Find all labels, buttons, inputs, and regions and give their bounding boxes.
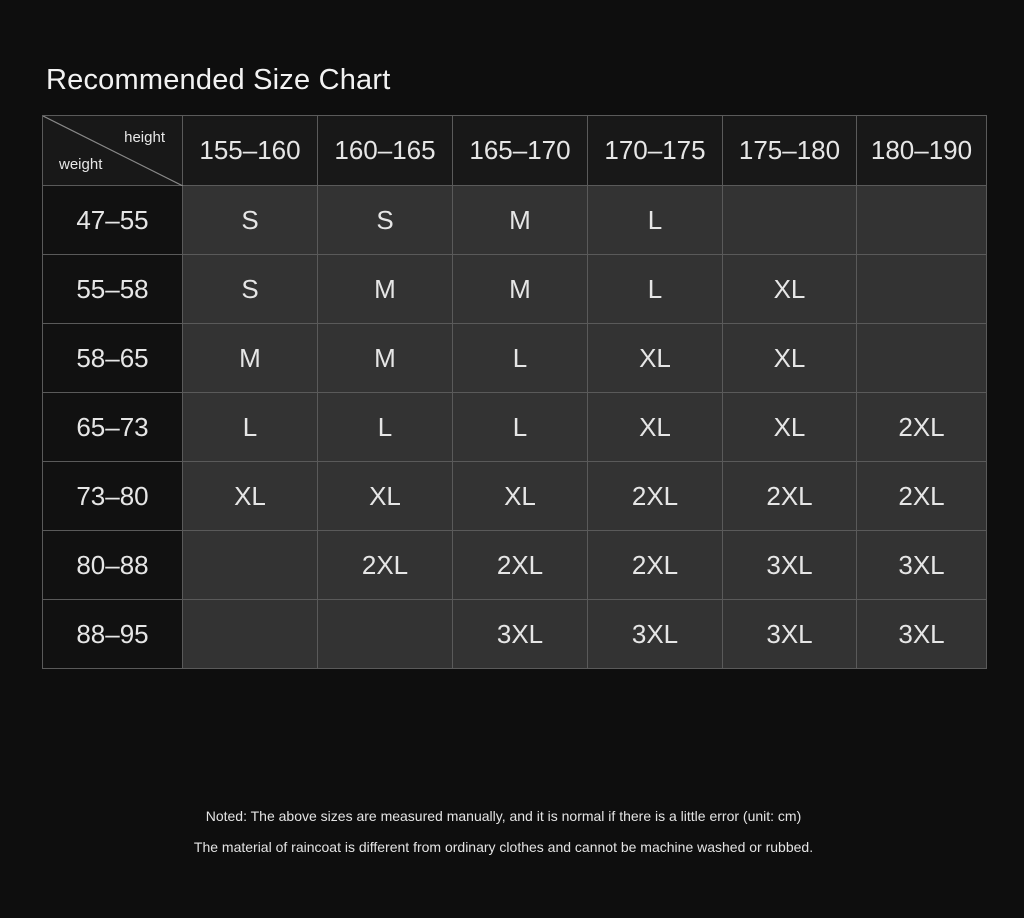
weight-axis-label: weight	[59, 156, 103, 173]
size-cell: L	[453, 393, 588, 462]
height-header: 170–175	[588, 116, 723, 186]
size-cell: XL	[588, 393, 723, 462]
size-cell	[857, 255, 987, 324]
weight-header: 55–58	[43, 255, 183, 324]
size-cell: 3XL	[723, 600, 857, 669]
weight-header: 80–88	[43, 531, 183, 600]
size-cell: 2XL	[588, 531, 723, 600]
size-cell: L	[588, 255, 723, 324]
height-header: 175–180	[723, 116, 857, 186]
size-cell: XL	[183, 462, 318, 531]
size-cell	[183, 531, 318, 600]
size-cell: XL	[723, 393, 857, 462]
height-header: 165–170	[453, 116, 588, 186]
chart-title: Recommended Size Chart	[46, 64, 391, 96]
size-cell: M	[318, 255, 453, 324]
size-cell: XL	[723, 324, 857, 393]
size-cell: L	[183, 393, 318, 462]
size-cell: 3XL	[588, 600, 723, 669]
weight-header: 73–80	[43, 462, 183, 531]
diagonal-divider	[43, 116, 183, 186]
corner-cell	[43, 116, 183, 186]
size-cell: S	[183, 255, 318, 324]
table-row	[43, 324, 987, 393]
size-cell: 2XL	[588, 462, 723, 531]
height-header: 155–160	[183, 116, 318, 186]
weight-header: 58–65	[43, 324, 183, 393]
size-cell: L	[588, 186, 723, 255]
size-cell: XL	[318, 462, 453, 531]
table-row	[43, 186, 987, 255]
size-cell: 3XL	[453, 600, 588, 669]
size-cell	[723, 186, 857, 255]
size-cell: 2XL	[857, 462, 987, 531]
size-cell: 3XL	[857, 600, 987, 669]
table-row	[43, 531, 987, 600]
size-cell: XL	[588, 324, 723, 393]
size-cell: M	[453, 255, 588, 324]
size-cell: 2XL	[318, 531, 453, 600]
size-cell	[183, 600, 318, 669]
size-cell	[318, 600, 453, 669]
size-cell: S	[183, 186, 318, 255]
size-chart-table	[42, 115, 987, 669]
height-header: 160–165	[318, 116, 453, 186]
size-cell: M	[183, 324, 318, 393]
table-row	[43, 255, 987, 324]
header-row	[43, 116, 987, 186]
size-cell: L	[453, 324, 588, 393]
size-cell: M	[453, 186, 588, 255]
weight-header: 47–55	[43, 186, 183, 255]
size-cell: 3XL	[723, 531, 857, 600]
height-header: 180–190	[857, 116, 987, 186]
table-row	[43, 600, 987, 669]
table-row	[43, 393, 987, 462]
height-axis-label: height	[124, 129, 165, 146]
size-cell: 3XL	[857, 531, 987, 600]
weight-header: 88–95	[43, 600, 183, 669]
size-cell: 2XL	[857, 393, 987, 462]
measurement-note: Noted: The above sizes are measured manually, and it is normal if there is a little error (unit: cm)	[205, 808, 802, 824]
size-cell: XL	[453, 462, 588, 531]
weight-header: 65–73	[43, 393, 183, 462]
size-cell	[857, 186, 987, 255]
size-cell: S	[318, 186, 453, 255]
size-cell: XL	[723, 255, 857, 324]
table-row	[43, 462, 987, 531]
size-cell: 2XL	[453, 531, 588, 600]
size-cell: 2XL	[723, 462, 857, 531]
size-cell	[857, 324, 987, 393]
care-note: The material of raincoat is different from ordinary clothes and cannot be machine washed or rubbed.	[193, 839, 814, 855]
size-cell: M	[318, 324, 453, 393]
size-cell: L	[318, 393, 453, 462]
